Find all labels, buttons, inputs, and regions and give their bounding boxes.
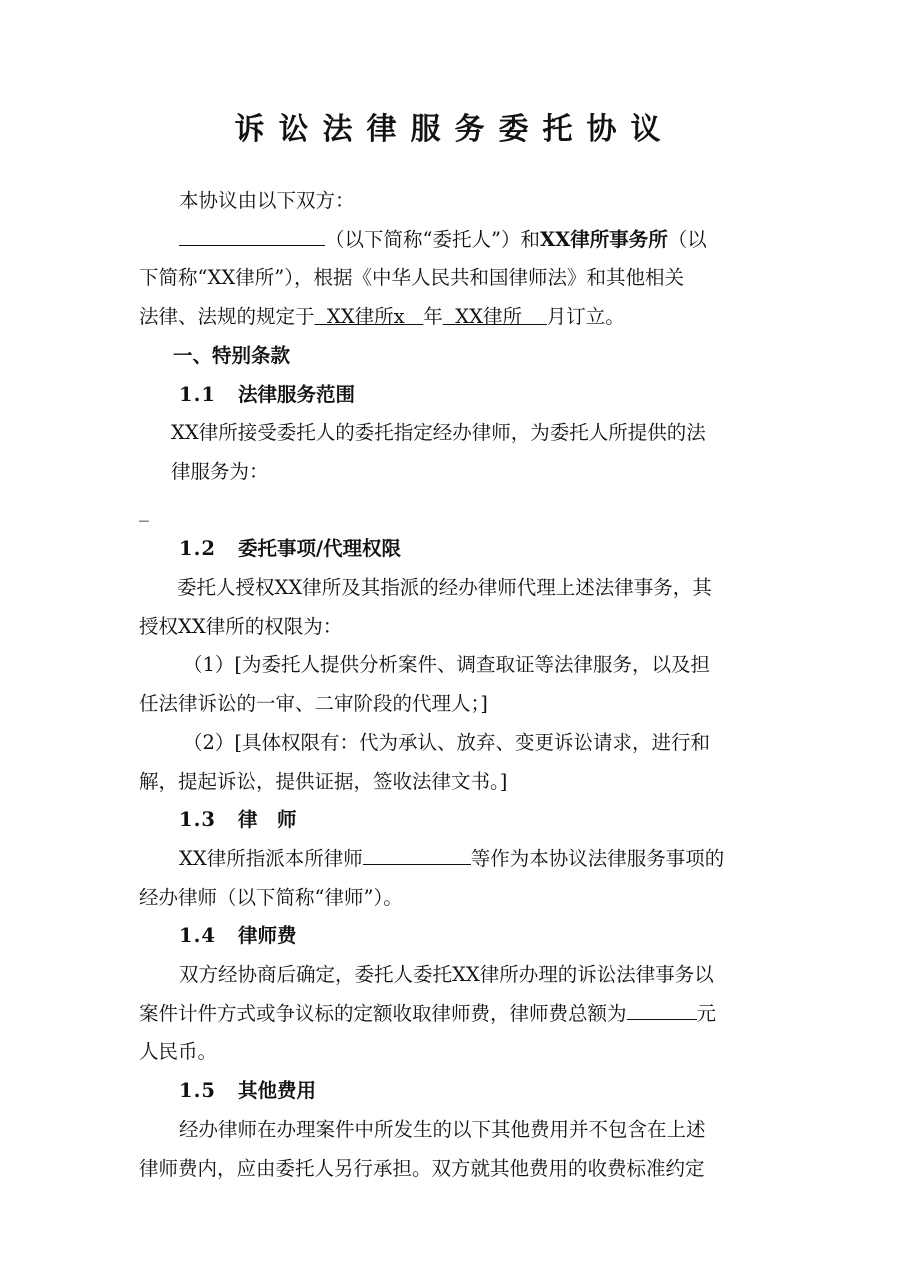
s12-text-1: 委托人授权XX律所及其指派的经办律师代理上述法律事务，其 [177,576,712,600]
s15-text-2: 律师费内，应由委托人另行承担。双方就其他费用的收费标准约定 [139,1156,705,1180]
subsection-1-2-num: 1.2 [179,537,216,561]
document-title: 诉讼法律服务委托协议 [234,112,675,147]
subsection-1-4 [139,917,774,956]
s12-text-2: 授权XX律所的权限为： [139,614,343,638]
section-heading-1: 一、特别条款 [173,343,291,367]
year-fill-text: XX律所x [326,305,405,329]
s12-item-1a: （1）[为委托人提供分析案件、调查取证等法律服务，以及担 [183,653,711,677]
document-body [139,182,774,1188]
month-fill [443,305,547,328]
subsection-1-1 [139,376,774,415]
s13-text-1 [139,840,774,879]
party-line-1-pre: （以下简称“委托人”）和 [325,227,540,251]
subsection-1-5-num: 1.5 [179,1079,216,1103]
month-fill-text: XX律所 [455,305,522,329]
subsection-1-5 [139,1072,774,1111]
intro-line: 本协议由以下双方： [179,189,355,212]
s13-text-1-post: 等作为本协议法律服务事项的 [470,846,725,870]
month-label: 月订立。 [546,305,625,329]
client-name-blank [179,224,325,245]
s14-text-1: 双方经协商后确定，委托人委托XX律所办理的诉讼法律事务以 [179,963,714,987]
s13-text-1-pre: XX律所指派本所律师 [179,846,363,870]
subsection-1-1-title: 法律服务范围 [237,382,355,406]
subsection-1-3-title: 律 师 [237,808,297,832]
s12-item-2b: 解，提起诉讼，提供证据，签收法律文书。] [139,769,508,793]
s14-text-2-pre: 案件计件方式或争议标的定额收取律师费，律师费总额为 [139,1001,627,1025]
subsection-1-1-num: 1.1 [179,382,216,406]
s12-item-2a: （2）[具体权限有：代为承认、放弃、变更诉讼请求，进行和 [183,730,711,754]
subsection-1-4-num: 1.4 [179,924,216,948]
party-line-3-pre: 法律、法规的规定于 [139,305,315,329]
subsection-1-4-title: 律师费 [237,924,297,948]
lawyer-name-blank [363,843,471,864]
subsection-1-2 [139,530,774,569]
firm-name: XX律所事务所 [539,227,668,251]
s15-text-1: 经办律师在办理案件中所发生的以下其他费用并不包含在上述 [179,1117,706,1141]
year-fill [315,305,424,328]
party-line-1-post: （以 [667,227,707,251]
s14-text-3: 人民币。 [139,1040,218,1064]
s12-item-1b: 任法律诉讼的一审、二审阶段的代理人；] [139,692,488,716]
s14-text-2 [139,995,774,1034]
party-line-3 [139,298,774,337]
s13-text-2: 经办律师（以下简称“律师”）。 [139,885,403,909]
subsection-1-2-title: 委托事项/代理权限 [237,537,402,561]
subsection-1-3-num: 1.3 [179,808,216,832]
party-line-2: 下简称“XX律所”），根据《中华人民共和国律师法》和其他相关 [139,266,684,290]
party-line-1 [139,221,774,260]
year-label: 年 [423,305,443,329]
s11-blank-line: _ [139,498,149,522]
subsection-1-3 [139,801,774,840]
s11-text-2: 律服务为： [171,459,269,483]
s14-text-2-post: 元 [696,1001,717,1025]
subsection-1-5-title: 其他费用 [237,1079,316,1103]
s11-text-1: XX律所接受委托人的委托指定经办律师，为委托人所提供的法 [171,421,706,445]
fee-amount-blank [627,998,697,1019]
